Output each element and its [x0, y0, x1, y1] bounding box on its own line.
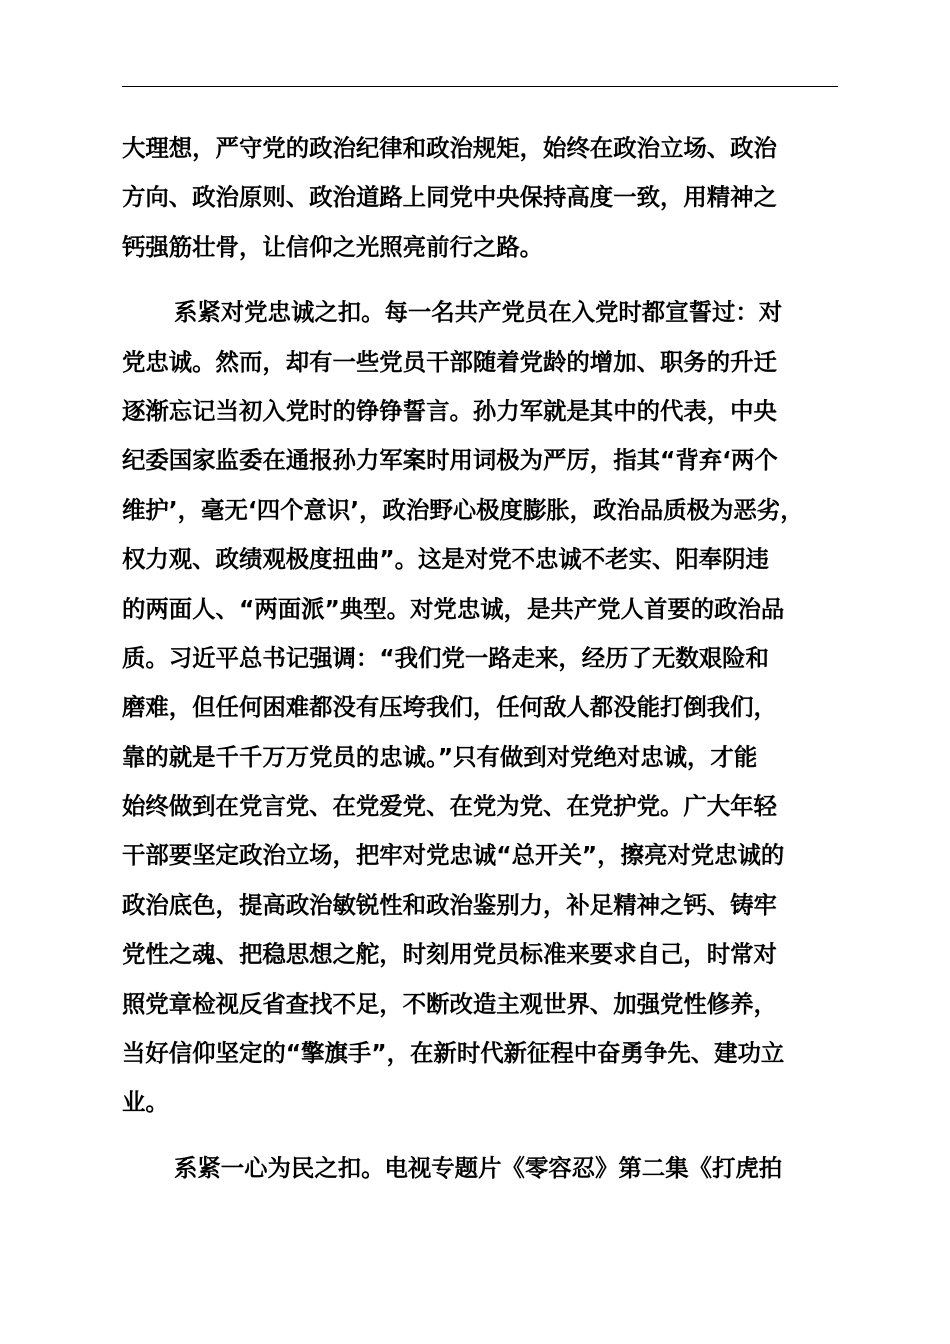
text-line: 系紧对党忠诚之扣。每一名共产党员在入党时都宣誓过：对	[174, 298, 783, 327]
text-line: 维护’，毫无‘四个意识’，政治野心极度膨胀，政治品质极为恶劣，	[122, 495, 804, 524]
text-line: 政治底色，提高政治敏锐性和政治鉴别力，补足精神之钙、铸牢	[122, 890, 777, 919]
text-line: 照党章检视反省查找不足，不断改造主观世界、加强党性修养，	[122, 989, 777, 1018]
text-line: 逐渐忘记当初入党时的铮铮誓言。孙力军就是其中的代表，中央	[122, 396, 777, 425]
text-line: 权力观、政绩观极度扭曲”。这是对党不忠诚不老实、阳奉阴违	[122, 545, 769, 574]
text-line: 党忠诚。然而，却有一些党员干部随着党龄的增加、职务的升迁	[122, 347, 777, 376]
text-line: 质。习近平总书记强调：“我们党一路走来，经历了无数艰险和	[122, 643, 769, 672]
text-line: 大理想，严守党的政治纪律和政治规矩，始终在政治立场、政治	[122, 134, 777, 162]
body-text	[122, 124, 838, 1193]
text-line: 纪委国家监委在通报孙力军案时用词极为严厉，指其“背弃‘两个	[122, 446, 778, 475]
text-line: 干部要坚定政治立场，把牢对党忠诚“总开关”，擦亮对党忠诚的	[122, 841, 785, 870]
paragraph-gap	[122, 272, 838, 288]
paragraph-gap	[122, 1128, 838, 1144]
text-line: 业。	[122, 1088, 169, 1117]
text-line: 当好信仰坚定的“擎旗手”，在新时代新征程中奋勇争先、建功立	[122, 1039, 785, 1068]
text-line: 系紧一心为民之扣。电视专题片《零容忍》第二集《打虎拍	[174, 1153, 783, 1182]
text-line: 的两面人、“两面派”典型。对党忠诚，是共产党人首要的政治品	[122, 594, 785, 623]
header-rule	[122, 86, 838, 87]
text-line: 钙强筋壮骨，让信仰之光照亮前行之路。	[122, 232, 544, 261]
text-line: 靠的就是千千万万党员的忠诚。”只有做到对党绝对忠诚，才能	[122, 742, 758, 771]
paragraph-continued	[122, 124, 838, 272]
paragraph-loyalty	[122, 288, 838, 1128]
text-line: 党性之魂、把稳思想之舵，时刻用党员标准来要求自己，时常对	[122, 940, 777, 969]
text-line: 始终做到在党言党、在党爱党、在党为党、在党护党。广大年轻	[122, 792, 777, 821]
paragraph-people	[122, 1144, 838, 1193]
text-line: 磨难，但任何困难都没有压垮我们，任何敌人都没能打倒我们，	[122, 693, 777, 722]
text-line: 方向、政治原则、政治道路上同党中央保持高度一致，用精神之	[122, 183, 777, 212]
